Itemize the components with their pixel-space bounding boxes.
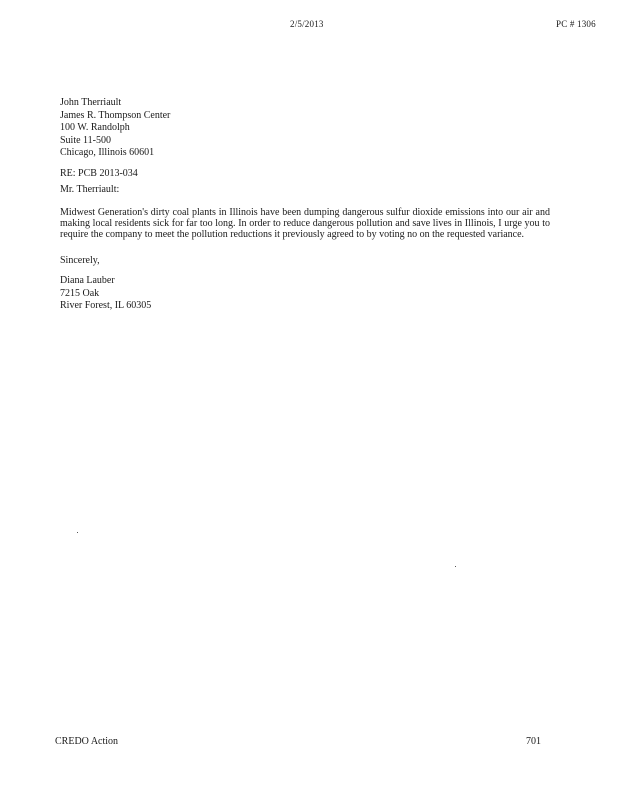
- scan-speck: [77, 532, 78, 533]
- recipient-suite: Suite 11-500: [60, 134, 112, 146]
- scan-speck: [455, 566, 456, 567]
- closing: Sincerely,: [60, 255, 100, 266]
- signer-city: River Forest, IL 60305: [60, 300, 152, 312]
- footer-organization: CREDO Action: [55, 736, 119, 747]
- recipient-name: John Therriault: [60, 97, 122, 108]
- letter-body: Midwest Generation's dirty coal plants in Illinois have been dumping dangerous sulfur dioxide emissions into our air and making local residents sick for far too long. In order to reduce dangerous pollution and save lives in Illinois, I urge you to require the company to meet the pollution reductions it previously agreed to by voting no on the requested variance.: [60, 207, 550, 240]
- signature-block: [60, 274, 151, 312]
- recipient-building: James R. Thompson Center: [60, 109, 171, 121]
- re-line: RE: PCB 2013-034: [60, 168, 138, 179]
- recipient-address: [60, 96, 552, 159]
- header-page-code: PC # 1306: [556, 19, 596, 29]
- footer-page-number: 701: [526, 736, 541, 747]
- signer-street: 7215 Oak: [60, 287, 100, 299]
- salutation: Mr. Therriault:: [60, 184, 120, 195]
- header-date: 2/5/2013: [290, 19, 324, 29]
- signer-name: Diana Lauber: [60, 275, 115, 286]
- recipient-city: Chicago, Illinois 60601: [60, 147, 155, 159]
- recipient-street: 100 W. Randolph: [60, 122, 130, 134]
